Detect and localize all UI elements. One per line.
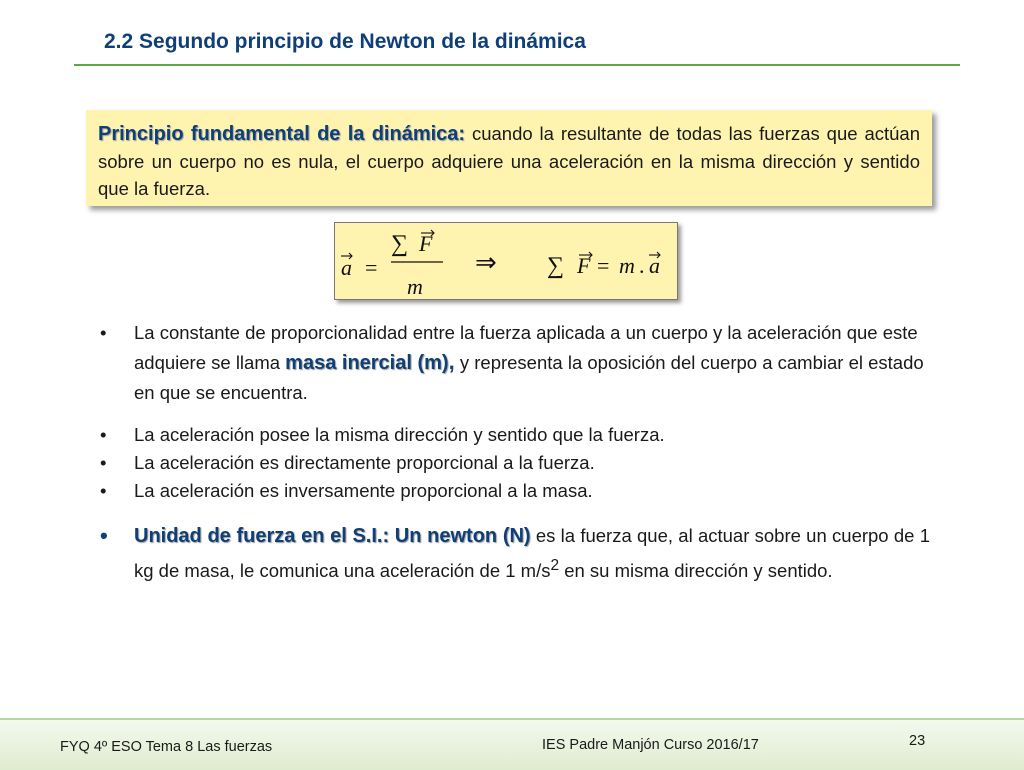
bullet-item [100,449,930,477]
symbol-implies: ⇒ [475,248,497,277]
symbol-m: m [619,253,635,278]
bullet-text: La aceleración es directamente proporcional a la fuerza. [134,452,595,473]
bullet-marker: • [100,452,107,473]
bullet-text: en su misma dirección y sentido. [559,560,833,582]
definition-text: cuando la resultante de todas las fuerzas que actúan sobre un cuerpo no es nula, el cuerpo adquiere una aceleración en la misma dirección y sentido que la fuerza. [98,123,920,199]
bullet-text: La aceleración posee la misma dirección y sentido que la fuerza. [134,424,665,445]
bullet-item [100,477,930,505]
bullet-item [100,421,930,449]
symbol-dot: . [639,253,645,278]
title-divider [74,64,960,66]
bullet-highlight: Unidad de fuerza en el S.I.: Un newton (N) [134,525,531,547]
formula-box [334,222,678,300]
bullet-marker: • [100,480,107,501]
formula-graphic [335,223,679,301]
symbol-a: a [341,255,352,280]
bullet-list [100,318,930,585]
bullet-text: es la fuerza que, al actuar sobre un cuerpo de 1 kg de masa, le comunica una aceleración de 1 m/s [134,525,930,582]
bullet-marker: • [100,322,107,343]
symbol-sum-2: ∑ [547,253,565,279]
bullet-text: La constante de proporcionalidad entre la fuerza aplicada a un cuerpo y la aceleración que este adquiere se llama [134,322,918,373]
symbol-equals: = [365,255,378,280]
bullet-marker: • [100,523,108,548]
bullet-item [100,521,930,585]
definition-box [86,110,932,206]
symbol-a-2: a [649,253,660,278]
bullet-marker: • [100,424,107,445]
footer-course: FYQ 4º ESO Tema 8 Las fuerzas [60,739,273,755]
superscript: 2 [550,557,560,574]
bullet-highlight: masa inercial (m) [285,352,449,374]
bullet-text: La aceleración es inversamente proporcional a la masa. [134,480,593,501]
bullet-comma: , [448,349,455,374]
definition-term: Principio fundamental de la dinámica: [98,123,466,145]
page-number: 23 [909,733,926,749]
bullet-text: y representa la oposición del cuerpo a cambiar el estado en que se encuentra. [134,352,924,403]
symbol-m-denominator: m [407,274,423,299]
symbol-F-2: F [577,253,591,278]
symbol-sum-1: ∑ [391,231,409,257]
slide-title: 2.2 Segundo principio de Newton de la dinámica [104,30,586,53]
symbol-equals-2: = [597,253,610,278]
symbol-F-1: F [419,231,433,256]
bullet-item [100,318,930,407]
footer-school: IES Padre Manjón Curso 2016/17 [542,737,759,753]
